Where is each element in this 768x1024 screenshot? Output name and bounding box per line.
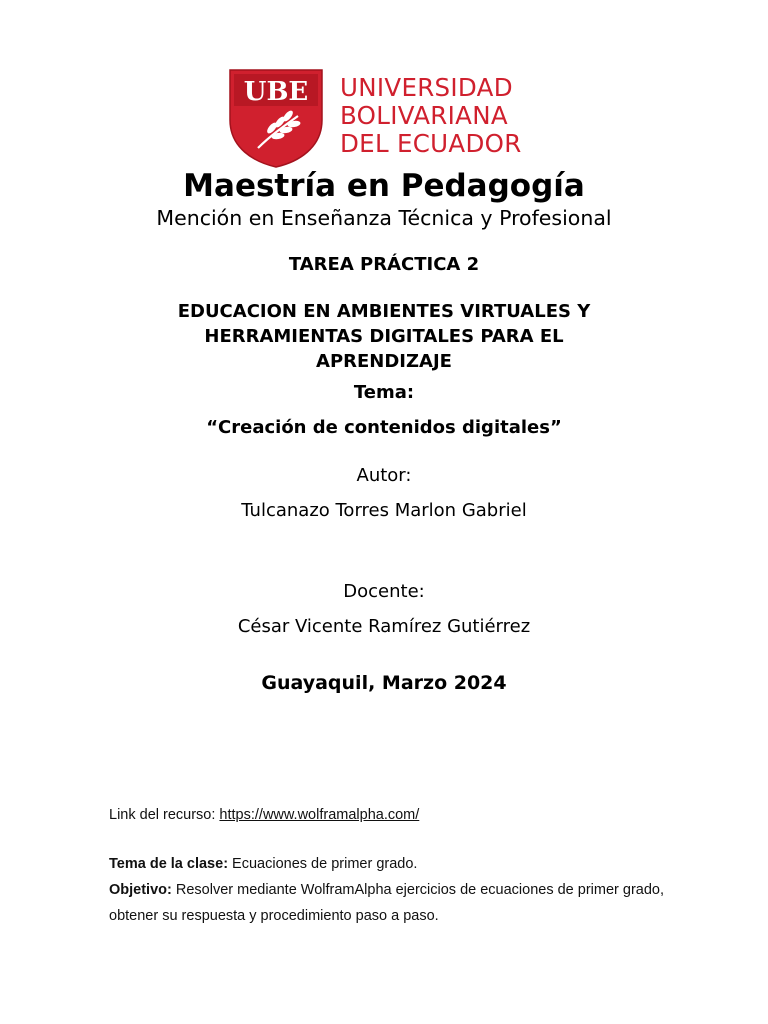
resource-line [109,802,689,828]
logo-name-line-2: BOLIVARIANA [340,101,508,130]
assignment-title: TAREA PRÁCTICA 2 [288,254,480,275]
program-subtitle: Mención en Enseñanza Técnica y Profesional [156,206,612,230]
objective-paragraph [109,877,689,929]
logo-wordmark [340,74,550,158]
course-title-line-3: APRENDIZAJE [316,351,452,372]
ube-shield-icon [228,68,324,168]
class-topic-line [109,851,689,877]
place-date: Guayaquil, Marzo 2024 [261,672,507,694]
logo-acronym: UBE [243,77,309,107]
objective-value: Resolver mediante WolframAlpha ejercicios de ecuaciones de primer grado, obtener su respuesta y procedimiento paso a paso. [109,882,665,924]
resource-link[interactable]: https://www.wolframalpha.com/ [219,807,420,823]
course-title-line-1: EDUCACION EN AMBIENTES VIRTUALES Y [177,301,591,322]
logo-name-line-3: DEL ECUADOR [340,129,522,158]
university-logo [228,68,548,168]
course-title [0,299,768,374]
tema-label: Tema: [353,382,415,403]
course-title-line-2: HERRAMIENTAS DIGITALES PARA EL [204,326,564,347]
autor-label: Autor: [356,465,412,486]
docente-label: Docente: [343,581,425,602]
resource-label: Link del recurso: [109,807,220,823]
logo-name-line-1: UNIVERSIDAD [340,73,513,102]
autor-name: Tulcanazo Torres Marlon Gabriel [241,500,527,521]
class-topic-value: Ecuaciones de primer grado. [228,856,418,872]
program-title: Maestría en Pedagogía [183,168,585,204]
objective-label: Objetivo: [109,882,172,898]
class-topic-label: Tema de la clase: [109,856,229,872]
docente-name: César Vicente Ramírez Gutiérrez [237,616,531,637]
tema-value: “Creación de contenidos digitales” [206,417,562,438]
